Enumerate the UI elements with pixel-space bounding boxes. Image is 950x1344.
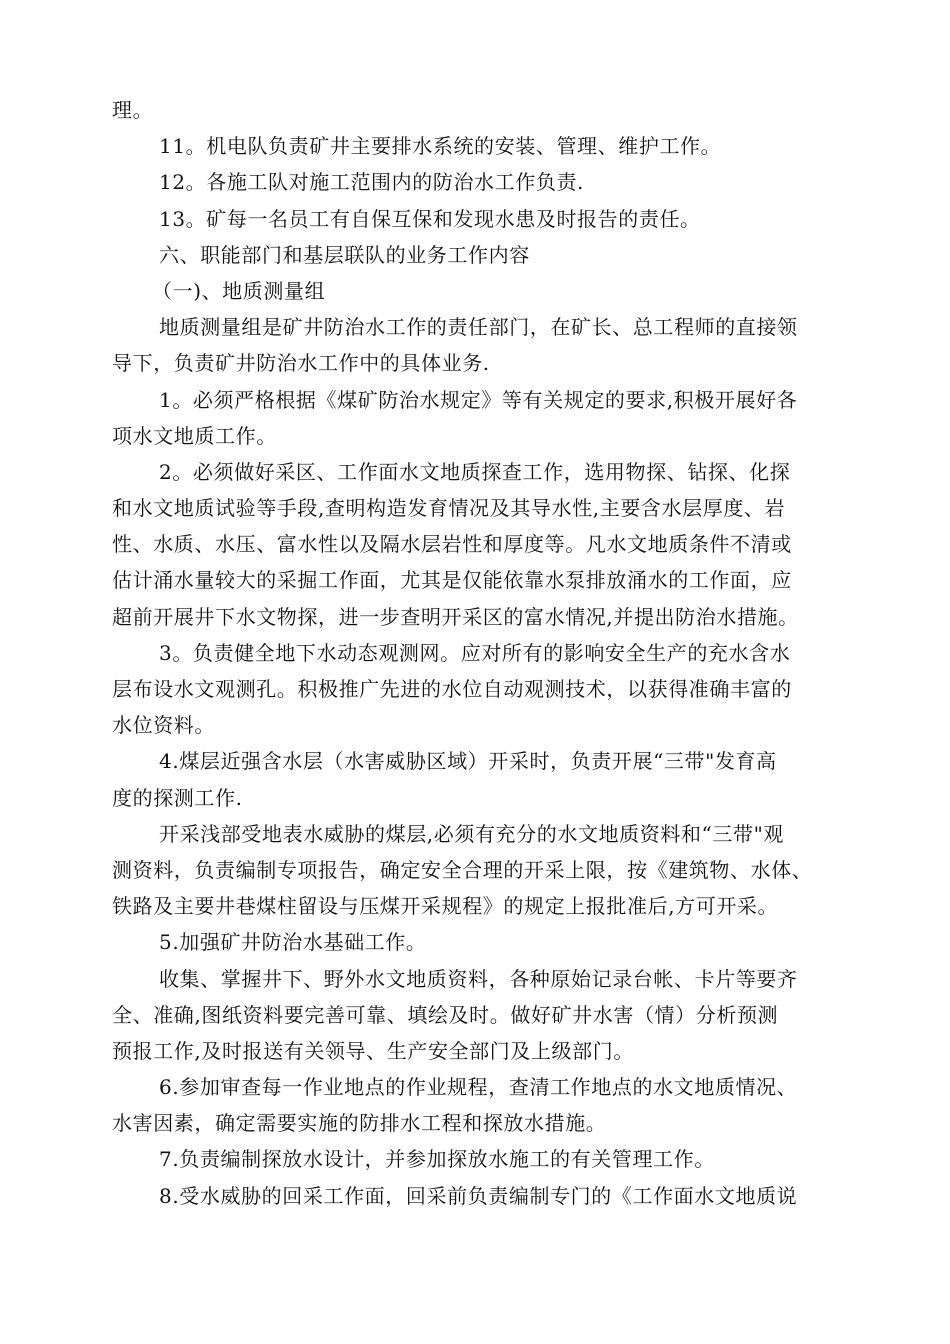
text-line: 水害因素，确定需要实施的防排水工程和探放水措施。 bbox=[112, 1111, 607, 1136]
text-line: 超前开展井下水文物探，进一步查明开采区的富水情况,并提出防治水措施。 bbox=[112, 604, 799, 629]
document-page bbox=[112, 92, 872, 1214]
text-line: 4.煤层近强含水层（水害威胁区域）开采时，负责开展“三带"发育高 bbox=[159, 749, 777, 774]
text-line: 12。各施工队对施工范围内的防治水工作负责. bbox=[159, 170, 585, 195]
text-line: 铁路及主要井巷煤柱留设与压煤开采规程》的规定上报批准后,方可开采。 bbox=[112, 894, 779, 919]
text-line: 度的探测工作. bbox=[112, 785, 243, 810]
text-line: 收集、掌握井下、野外水文地质资料，各种原始记录台帐、卡片等要齐 bbox=[159, 966, 798, 991]
text-line: 6.参加审查每一作业地点的作业规程，查清工作地点的水文地质情况、 bbox=[159, 1075, 798, 1100]
text-line: 2。必须做好采区、工作面水文地质探查工作，选用物探、钻探、化探 bbox=[159, 459, 791, 484]
text-line: 1。必须严格根据《煤矿防治水规定》等有关规定的要求,积极开展好各 bbox=[159, 387, 798, 412]
text-line: 理。 bbox=[112, 98, 154, 122]
text-line: 预报工作,及时报送有关领导、生产安全部门及上级部门。 bbox=[112, 1038, 634, 1063]
subsection-heading: （一)、地质测量组 bbox=[152, 278, 326, 303]
text-line: 13。矿每一名员工有自保互保和发现水患及时报告的责任。 bbox=[159, 206, 701, 231]
text-line: 估计涌水量较大的采掘工作面，尤其是仅能依靠水泵排放涌水的工作面，应 bbox=[112, 568, 792, 593]
section-heading: 六、职能部门和基层联队的业务工作内容 bbox=[159, 242, 530, 267]
text-line: 5.加强矿井防治水基础工作。 bbox=[159, 930, 427, 955]
text-line: 水位资料。 bbox=[112, 713, 215, 738]
text-line: 项水文地质工作。 bbox=[112, 423, 277, 448]
text-line: 8.受水威胁的回采工作面，回采前负责编制专门的《工作面水文地质说 bbox=[159, 1183, 798, 1208]
text-line: 全、准确,图纸资料要完善可靠、填绘及时。做好矿井水害（情）分析预测 bbox=[112, 1002, 779, 1027]
text-line: 测资料，负责编制专项报告，确定安全合理的开采上限，按《建筑物、水体、 bbox=[112, 857, 813, 882]
text-line: 导下，负责矿井防治水工作中的具体业务. bbox=[112, 351, 490, 376]
text-line: 开采浅部受地表水威胁的煤层,必须有充分的水文地质资料和“三带"观 bbox=[159, 821, 784, 846]
text-line: 11。机电队负责矿井主要排水系统的安装、管理、维护工作。 bbox=[159, 134, 722, 159]
text-line: 3。负责健全地下水动态观测网。应对所有的影响安全生产的充水含水 bbox=[159, 640, 791, 665]
text-line: 7.负责编制探放水设计，并参加探放水施工的有关管理工作。 bbox=[159, 1147, 715, 1172]
text-line: 地质测量组是矿井防治水工作的责任部门，在矿长、总工程师的直接领 bbox=[159, 315, 798, 340]
text-line: 性、水质、水压、富水性以及隔水层岩性和厚度等。凡水文地质条件不清或 bbox=[112, 532, 792, 557]
text-line: 层布设水文观测孔。积极推广先进的水位自动观测技术，以获得准确丰富的 bbox=[112, 677, 792, 701]
text-line: 和水文地质试验等手段,查明构造发育情况及其导水性,主要含水层厚度、岩 bbox=[112, 496, 786, 521]
